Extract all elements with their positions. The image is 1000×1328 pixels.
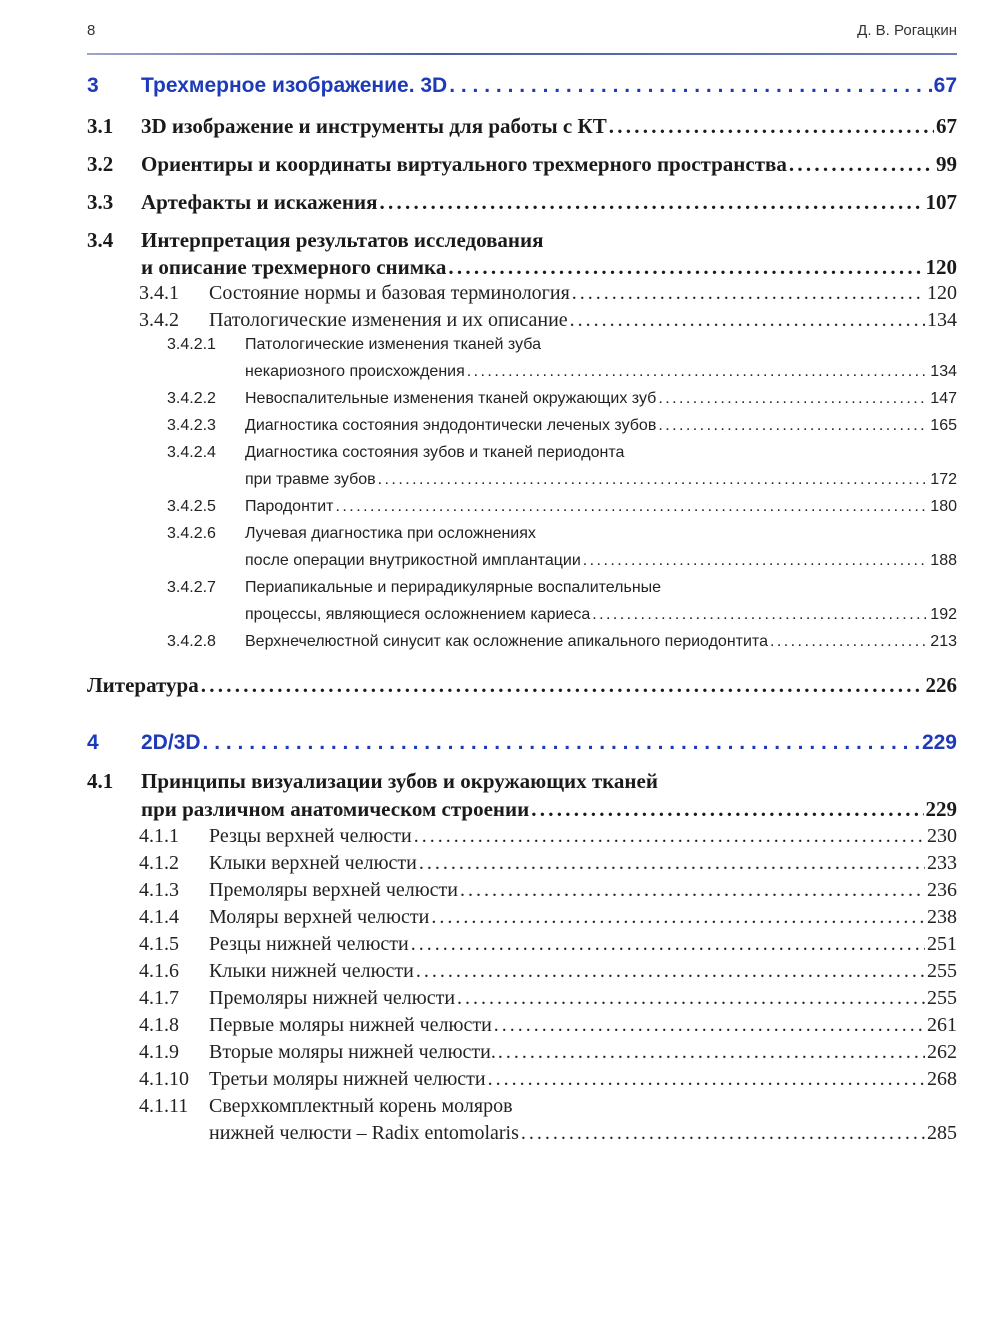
toc-subsection-4-1-1[interactable]	[87, 825, 957, 852]
entry-page: 67	[933, 74, 957, 97]
entry-number: 4.1.1	[139, 825, 179, 847]
entry-number: 3.4.2	[139, 309, 179, 331]
toc-item-3-4-2-6[interactable]	[87, 525, 957, 579]
entry-page: 120	[925, 255, 957, 279]
entry-title: Верхнечелюстной синусит как осложнение апикального периодонтита	[245, 633, 768, 650]
entry-title: Резцы верхней челюсти	[209, 825, 412, 847]
entry-page: 134	[930, 363, 957, 380]
entry-title-line2: нижней челюсти – Radix entomolaris	[209, 1122, 519, 1144]
dot-leader	[201, 673, 924, 698]
dot-leader	[379, 190, 923, 215]
dot-leader	[572, 282, 925, 305]
dot-leader	[570, 309, 925, 332]
entry-page: 188	[930, 552, 957, 569]
entry-page: 251	[927, 933, 957, 955]
toc-item-3-4-2-5[interactable]	[87, 498, 957, 525]
dot-leader	[531, 797, 923, 822]
entry-title: Резцы нижней челюсти	[209, 933, 409, 955]
entry-title: 3D изображение и инструменты для работы с КТ	[141, 114, 607, 138]
entry-number: 4.1.7	[139, 987, 179, 1009]
entry-page: 120	[927, 282, 957, 304]
entry-page: 192	[930, 606, 957, 623]
toc-section-4-1[interactable]	[87, 769, 957, 825]
entry-page: 262	[927, 1041, 957, 1063]
entry-title-line2: процессы, являющиеся осложнением кариеса	[245, 606, 591, 623]
entry-title: Вторые моляры нижней челюсти.	[209, 1041, 496, 1063]
toc-subsection-4-1-10[interactable]	[87, 1068, 957, 1095]
entry-title: Невоспалительные изменения тканей окружающих зуб	[245, 390, 657, 407]
toc-section-3-3[interactable]	[87, 190, 957, 228]
entry-number: 4.1	[87, 769, 114, 793]
table-of-contents	[87, 74, 957, 1149]
entry-page: 233	[927, 852, 957, 874]
entry-title: Моляры верхней челюсти	[209, 906, 430, 928]
entry-page: 230	[927, 825, 957, 847]
entry-page: 67	[936, 114, 957, 138]
entry-page: 213	[930, 633, 957, 650]
toc-subsection-3-4-2[interactable]	[87, 309, 957, 336]
entry-title: Клыки верхней челюсти	[209, 852, 417, 874]
dot-leader	[592, 606, 928, 624]
toc-item-3-4-2-8[interactable]	[87, 633, 957, 673]
toc-section-3-2[interactable]	[87, 152, 957, 190]
toc-subsection-4-1-2[interactable]	[87, 852, 957, 879]
dot-leader	[770, 633, 928, 651]
entry-page: 285	[927, 1122, 957, 1144]
entry-page: 268	[927, 1068, 957, 1090]
dot-leader	[658, 390, 928, 408]
dot-leader	[378, 471, 929, 489]
page-number: 8	[87, 22, 96, 39]
entry-number: 3.4.2.4	[167, 444, 216, 461]
entry-page: 255	[927, 987, 957, 1009]
dot-leader	[336, 498, 929, 516]
entry-title: Ориентиры и координаты виртуального трехмерного пространства	[141, 152, 787, 176]
toc-subsection-3-4-1[interactable]	[87, 282, 957, 309]
entry-title-line1: Патологические изменения тканей зуба	[245, 336, 541, 353]
toc-section-3-1[interactable]	[87, 114, 957, 152]
entry-title-line1: Интерпретация результатов исследования	[141, 228, 544, 252]
entry-title: Клыки нижней челюсти	[209, 960, 414, 982]
entry-number: 4.1.6	[139, 960, 179, 982]
entry-title: Премоляры верхней челюсти	[209, 879, 458, 901]
toc-item-3-4-2-4[interactable]	[87, 444, 957, 498]
entry-number: 3.4.2.2	[167, 390, 216, 407]
dot-leader	[448, 255, 923, 280]
entry-title-line1: Диагностика состояния зубов и тканей периодонта	[245, 444, 625, 461]
entry-number: 3.4.2.5	[167, 498, 216, 515]
dot-leader	[449, 74, 931, 98]
toc-subsection-4-1-11[interactable]	[87, 1095, 957, 1149]
dot-leader	[457, 987, 925, 1010]
entry-page: 229	[921, 731, 957, 754]
entry-number: 3.4.2.3	[167, 417, 216, 434]
toc-subsection-4-1-5[interactable]	[87, 933, 957, 960]
entry-number: 3.4.2.8	[167, 633, 216, 650]
entry-page: 226	[925, 673, 957, 697]
dot-leader	[431, 906, 925, 929]
entry-title: 2D/3D	[141, 731, 201, 754]
entry-number: 4	[87, 731, 99, 754]
entry-title-line1: Принципы визуализации зубов и окружающих тканей	[141, 769, 658, 793]
entry-page: 238	[927, 906, 957, 928]
entry-number: 3	[87, 74, 99, 97]
entry-number: 3.4.2.1	[167, 336, 216, 353]
entry-title-line2: при травме зубов	[245, 471, 376, 488]
dot-leader	[488, 1068, 925, 1091]
dot-leader	[467, 363, 929, 381]
entry-title-line2: и описание трехмерного снимка	[141, 255, 447, 279]
entry-title-line1: Сверхкомплектный корень моляров	[209, 1095, 513, 1117]
entry-title-line1: Лучевая диагностика при осложнениях	[245, 525, 536, 542]
entry-page: 261	[927, 1014, 957, 1036]
entry-title: Патологические изменения и их описание	[209, 309, 568, 331]
entry-title: Пародонтит	[245, 498, 334, 515]
entry-number: 4.1.8	[139, 1014, 179, 1036]
dot-leader	[414, 825, 925, 848]
entry-page: 255	[927, 960, 957, 982]
entry-title-line2: при различном анатомическом строении	[141, 797, 530, 821]
entry-page: 236	[927, 879, 957, 901]
dot-leader	[411, 933, 925, 956]
toc-subsection-4-1-3[interactable]	[87, 879, 957, 906]
toc-subsection-4-1-4[interactable]	[87, 906, 957, 933]
dot-leader	[521, 1122, 925, 1145]
entry-page: 229	[925, 797, 957, 821]
entry-number: 3.3	[87, 190, 114, 214]
entry-number: 3.1	[87, 114, 114, 138]
toc-subsection-4-1-8[interactable]	[87, 1014, 957, 1041]
entry-number: 3.2	[87, 152, 114, 176]
entry-title: Трехмерное изображение. 3D	[141, 74, 448, 97]
dot-leader	[419, 852, 925, 875]
toc-subsection-4-1-7[interactable]	[87, 987, 957, 1014]
toc-subsection-4-1-9[interactable]	[87, 1041, 957, 1068]
header-rule	[87, 53, 957, 55]
entry-page: 99	[936, 152, 957, 176]
entry-number: 4.1.11	[139, 1095, 189, 1117]
dot-leader	[498, 1041, 925, 1064]
toc-item-3-4-2-2[interactable]	[87, 390, 957, 417]
dot-leader	[416, 960, 925, 983]
entry-title-line2: некариозного происхождения	[245, 363, 465, 380]
entry-number: 4.1.10	[139, 1068, 189, 1090]
toc-section-3-4[interactable]	[87, 228, 957, 282]
entry-title: Диагностика состояния эндодонтически леченых зубов	[245, 417, 657, 434]
entry-number: 3.4.1	[139, 282, 179, 304]
entry-title: Состояние нормы и базовая терминология	[209, 282, 570, 304]
entry-number: 4.1.9	[139, 1041, 179, 1063]
entry-page: 180	[930, 498, 957, 515]
dot-leader	[609, 114, 934, 139]
entry-page: 165	[930, 417, 957, 434]
dot-leader	[789, 152, 934, 177]
toc-literature[interactable]	[87, 673, 957, 731]
dot-leader	[203, 731, 920, 755]
entry-title: Артефакты и искажения	[141, 190, 378, 214]
entry-title: Литература	[87, 673, 199, 697]
entry-number: 4.1.2	[139, 852, 179, 874]
dot-leader	[494, 1014, 925, 1037]
entry-page: 172	[930, 471, 957, 488]
toc-chapter-4[interactable]	[87, 731, 957, 769]
entry-number: 3.4	[87, 228, 114, 252]
toc-item-3-4-2-3[interactable]	[87, 417, 957, 444]
toc-item-3-4-2-7[interactable]	[87, 579, 957, 633]
dot-leader	[460, 879, 925, 902]
dot-leader	[658, 417, 928, 435]
running-author: Д. В. Рогацкин	[857, 22, 957, 39]
entry-page: 147	[930, 390, 957, 407]
toc-subsection-4-1-6[interactable]	[87, 960, 957, 987]
entry-title: Первые моляры нижней челюсти	[209, 1014, 492, 1036]
entry-page: 134	[927, 309, 957, 331]
entry-number: 4.1.4	[139, 906, 179, 928]
entry-number: 3.4.2.7	[167, 579, 216, 596]
entry-number: 4.1.3	[139, 879, 179, 901]
entry-title: Третьи моляры нижней челюсти	[209, 1068, 486, 1090]
entry-title: Премоляры нижней челюсти	[209, 987, 456, 1009]
entry-title-line1: Периапикальные и перирадикулярные воспалительные	[245, 579, 662, 596]
entry-page: 107	[925, 190, 957, 214]
dot-leader	[583, 552, 929, 570]
toc-chapter-3[interactable]	[87, 74, 957, 114]
entry-title-line2: после операции внутрикостной имплантации	[245, 552, 581, 569]
entry-number: 3.4.2.6	[167, 525, 216, 542]
page-header	[87, 18, 957, 42]
toc-item-3-4-2-1[interactable]	[87, 336, 957, 390]
entry-number: 4.1.5	[139, 933, 179, 955]
